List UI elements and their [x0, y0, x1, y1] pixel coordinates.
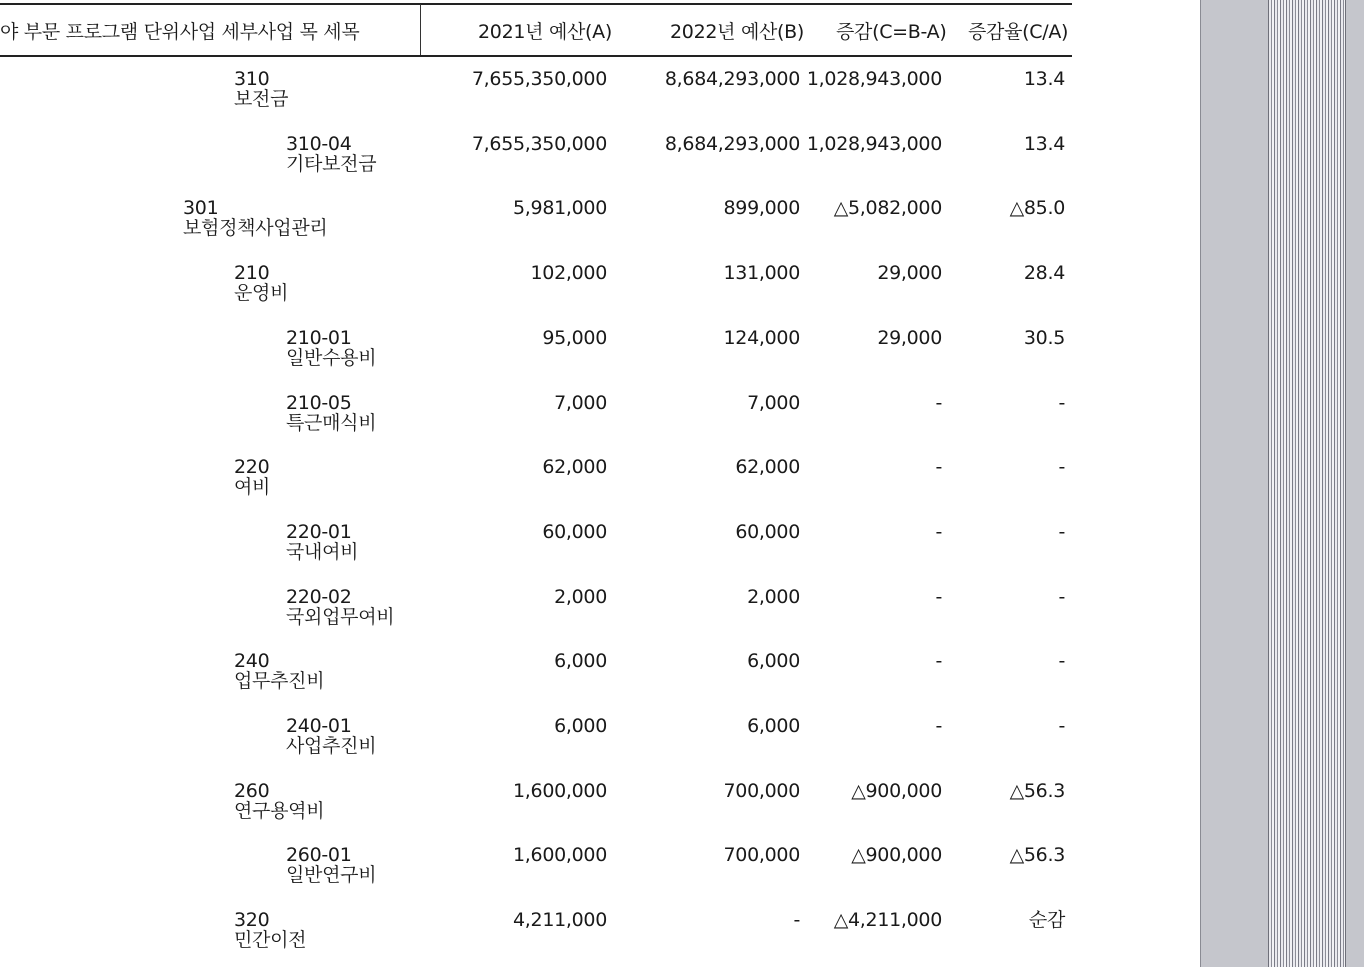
- row-code: 240: [234, 650, 270, 672]
- cell-budget-2021: 60,000: [542, 521, 607, 543]
- cell-change-rate: 순감: [1028, 909, 1065, 931]
- cell-budget-2022: 8,684,293,000: [664, 133, 800, 155]
- header-budget-2022: 2022년 예산(B): [670, 21, 805, 43]
- row-name: 업무추진비: [234, 670, 325, 692]
- table-row: [0, 263, 1072, 323]
- page-stack-edges: [1268, 0, 1346, 967]
- header-change-rate: 증감율(C/A): [968, 21, 1069, 43]
- cell-change: 1,028,943,000: [806, 68, 942, 90]
- page-scroll-area[interactable]: [1200, 0, 1364, 967]
- cell-change: 1,028,943,000: [806, 133, 942, 155]
- row-code: 301: [183, 197, 219, 219]
- row-code: 240-01: [286, 715, 352, 737]
- table-row: [0, 522, 1072, 582]
- header-budget-2021: 2021년 예산(A): [478, 21, 612, 43]
- table-row: [0, 910, 1072, 967]
- cell-change: 29,000: [877, 262, 942, 284]
- header-column-divider: [420, 4, 421, 55]
- cell-change-rate: △56.3: [1009, 780, 1065, 802]
- row-code: 320: [234, 909, 270, 931]
- row-code: 260-01: [286, 844, 352, 866]
- cell-change: △900,000: [851, 780, 942, 802]
- row-name: 특근매식비: [286, 412, 377, 434]
- cell-budget-2021: 6,000: [554, 715, 607, 737]
- cell-change: 29,000: [877, 327, 942, 349]
- cell-change-rate: -: [1058, 521, 1065, 543]
- row-code: 210-01: [286, 327, 352, 349]
- row-code: 220-02: [286, 586, 352, 608]
- cell-budget-2021: 1,600,000: [513, 780, 607, 802]
- table-row: [0, 69, 1072, 129]
- cell-budget-2022: 700,000: [723, 780, 800, 802]
- cell-change: -: [935, 392, 942, 414]
- table-row: [0, 781, 1072, 841]
- cell-change-rate: -: [1058, 586, 1065, 608]
- cell-budget-2022: 131,000: [723, 262, 800, 284]
- cell-budget-2021: 102,000: [530, 262, 607, 284]
- cell-budget-2021: 1,600,000: [513, 844, 607, 866]
- cell-change: -: [935, 715, 942, 737]
- row-name: 기타보전금: [286, 153, 377, 175]
- row-name: 여비: [234, 476, 271, 498]
- row-name: 보험정책사업관리: [183, 217, 328, 239]
- row-code: 220: [234, 456, 270, 478]
- cell-budget-2022: -: [793, 909, 800, 931]
- header-change: 증감(C=B-A): [836, 21, 947, 43]
- table-row: [0, 845, 1072, 905]
- cell-budget-2022: 8,684,293,000: [664, 68, 800, 90]
- cell-budget-2021: 62,000: [542, 456, 607, 478]
- row-name: 연구용역비: [234, 800, 325, 822]
- cell-budget-2021: 7,655,350,000: [471, 68, 607, 90]
- table-row: [0, 328, 1072, 388]
- cell-change: △5,082,000: [833, 197, 942, 219]
- cell-change-rate: △56.3: [1009, 844, 1065, 866]
- table-row: [0, 587, 1072, 647]
- row-name: 운영비: [234, 282, 289, 304]
- table-row: [0, 198, 1072, 258]
- cell-budget-2021: 2,000: [554, 586, 607, 608]
- cell-change-rate: △85.0: [1009, 197, 1065, 219]
- cell-change: △4,211,000: [833, 909, 942, 931]
- header-category: 야 부문 프로그램 단위사업 세부사업 목 세목: [0, 21, 360, 43]
- row-name: 민간이전: [234, 929, 307, 951]
- cell-budget-2021: 95,000: [542, 327, 607, 349]
- row-name: 국외업무여비: [286, 606, 395, 628]
- row-name: 국내여비: [286, 541, 359, 563]
- table-row: [0, 457, 1072, 517]
- table-header-border: [0, 55, 1072, 57]
- table-row: [0, 393, 1072, 453]
- row-code: 310-04: [286, 133, 352, 155]
- cell-change-rate: 30.5: [1023, 327, 1065, 349]
- cell-budget-2022: 899,000: [723, 197, 800, 219]
- cell-budget-2022: 6,000: [747, 715, 800, 737]
- row-name: 일반연구비: [286, 864, 377, 886]
- row-code: 210: [234, 262, 270, 284]
- cell-change-rate: -: [1058, 456, 1065, 478]
- cell-change-rate: -: [1058, 392, 1065, 414]
- cell-budget-2021: 5,981,000: [513, 197, 607, 219]
- cell-budget-2021: 6,000: [554, 650, 607, 672]
- cell-change: -: [935, 650, 942, 672]
- row-code: 260: [234, 780, 270, 802]
- cell-budget-2022: 6,000: [747, 650, 800, 672]
- row-name: 사업추진비: [286, 735, 377, 757]
- cell-change-rate: -: [1058, 715, 1065, 737]
- cell-change: △900,000: [851, 844, 942, 866]
- cell-change: -: [935, 586, 942, 608]
- cell-change-rate: 28.4: [1023, 262, 1065, 284]
- table-row: [0, 134, 1072, 194]
- table-row: [0, 651, 1072, 711]
- row-code: 210-05: [286, 392, 352, 414]
- row-code: 310: [234, 68, 270, 90]
- cell-change-rate: 13.4: [1023, 133, 1065, 155]
- cell-budget-2022: 62,000: [735, 456, 800, 478]
- cell-change-rate: -: [1058, 650, 1065, 672]
- cell-budget-2022: 700,000: [723, 844, 800, 866]
- cell-change: -: [935, 521, 942, 543]
- table-top-border: [0, 3, 1072, 5]
- cell-budget-2022: 2,000: [747, 586, 800, 608]
- cell-budget-2021: 7,000: [554, 392, 607, 414]
- cell-budget-2021: 7,655,350,000: [471, 133, 607, 155]
- row-name: 일반수용비: [286, 347, 377, 369]
- cell-budget-2022: 7,000: [747, 392, 800, 414]
- cell-budget-2022: 60,000: [735, 521, 800, 543]
- cell-change-rate: 13.4: [1023, 68, 1065, 90]
- cell-budget-2022: 124,000: [723, 327, 800, 349]
- row-code: 220-01: [286, 521, 352, 543]
- cell-change: -: [935, 456, 942, 478]
- cell-budget-2021: 4,211,000: [513, 909, 607, 931]
- table-row: [0, 716, 1072, 776]
- row-name: 보전금: [234, 88, 289, 110]
